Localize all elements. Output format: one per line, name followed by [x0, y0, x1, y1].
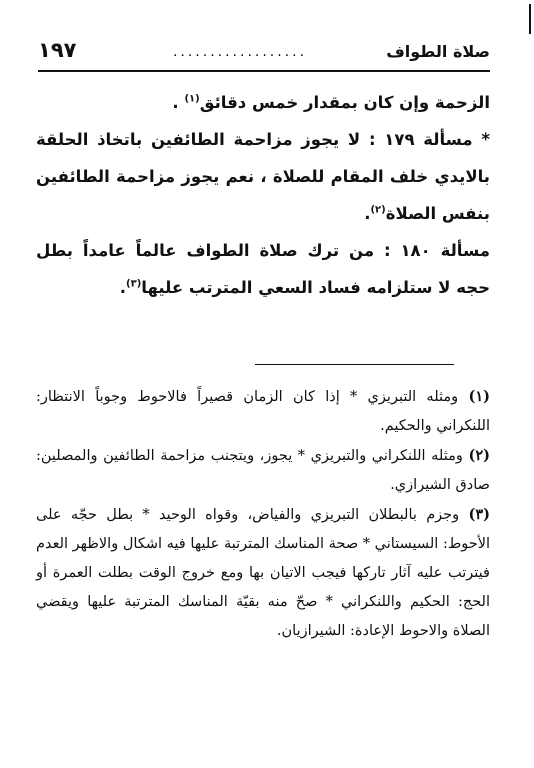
paragraph-text: الزحمة وإن كان بمقدار خمس دقائق — [199, 93, 490, 112]
paragraph-tail: . — [119, 278, 127, 297]
issue-heading: مسألة ١٨٠ : — [374, 241, 490, 260]
paragraph-text: لا يجوز مزاحمة الطائفين باتخاذ الحلقة بالايدي خلف المقام للصلاة ، نعم يجوز مزاحمة الطائفين بنفس الصلاة — [36, 130, 490, 223]
paragraph-issue-180 — [36, 232, 490, 306]
header-leader-dots: .................. — [172, 44, 308, 60]
paragraph-text: من ترك صلاة الطواف عالماً عامداً بطل حجه لا ستلزامه فساد السعي المترتب عليها — [36, 241, 490, 297]
footnote-number: (٢) — [468, 447, 490, 464]
footnote-ref[interactable]: (٣) — [126, 278, 142, 290]
paragraph-continuation — [36, 84, 490, 121]
paragraph-tail: . — [364, 204, 371, 223]
paragraph-tail: . — [172, 93, 185, 112]
page-number: ١٩٧ — [38, 38, 77, 62]
footnote-ref[interactable]: (٢) — [370, 204, 386, 216]
header-title: صلاة الطواف — [386, 42, 490, 61]
footnote-ref[interactable]: (١) — [184, 93, 200, 105]
footnote-number: (٣) — [468, 506, 490, 523]
header-rule — [38, 70, 490, 72]
footnote-item — [36, 441, 490, 500]
issue-heading: * مسألة ١٧٩ : — [360, 130, 491, 149]
footnote-text: وجزم بالبطلان التبريزي والفياض، وقواه الوحيد * بطل حجّه على الأحوط: السيستاني * صحة المناسك المترتبة عليها فيه اشكال والاظهر العدم فيترتب عليه آثار تاركها فيجب الاتيان بها ومع خروج الوقت بطلت العمرة أو الحج: الحكيم واللنكراني * صحّ منه بقيّة المناسك المترتبة عليها ويقضي الصلاة والاحوط الإعادة: الشيرازيان. — [36, 507, 490, 639]
footnotes — [36, 382, 490, 646]
footnote-item — [36, 382, 490, 441]
footnote-item — [36, 500, 490, 646]
paragraph-issue-179 — [36, 121, 490, 232]
footnote-text: ومثله اللنكراني والتبريزي * يجوز، ويتجنب مزاحمة الطائفين والمصلين: صادق الشيرازي. — [36, 448, 490, 493]
page-edge-mark — [529, 4, 531, 34]
main-text — [36, 84, 490, 306]
footnote-separator — [255, 364, 454, 365]
footnote-text: ومثله التبريزي * إذا كان الزمان قصيراً فالاحوط وجوباً الانتظار: اللنكراني والحكيم. — [36, 389, 490, 434]
footnote-number: (١) — [468, 388, 490, 405]
running-header — [38, 38, 490, 68]
